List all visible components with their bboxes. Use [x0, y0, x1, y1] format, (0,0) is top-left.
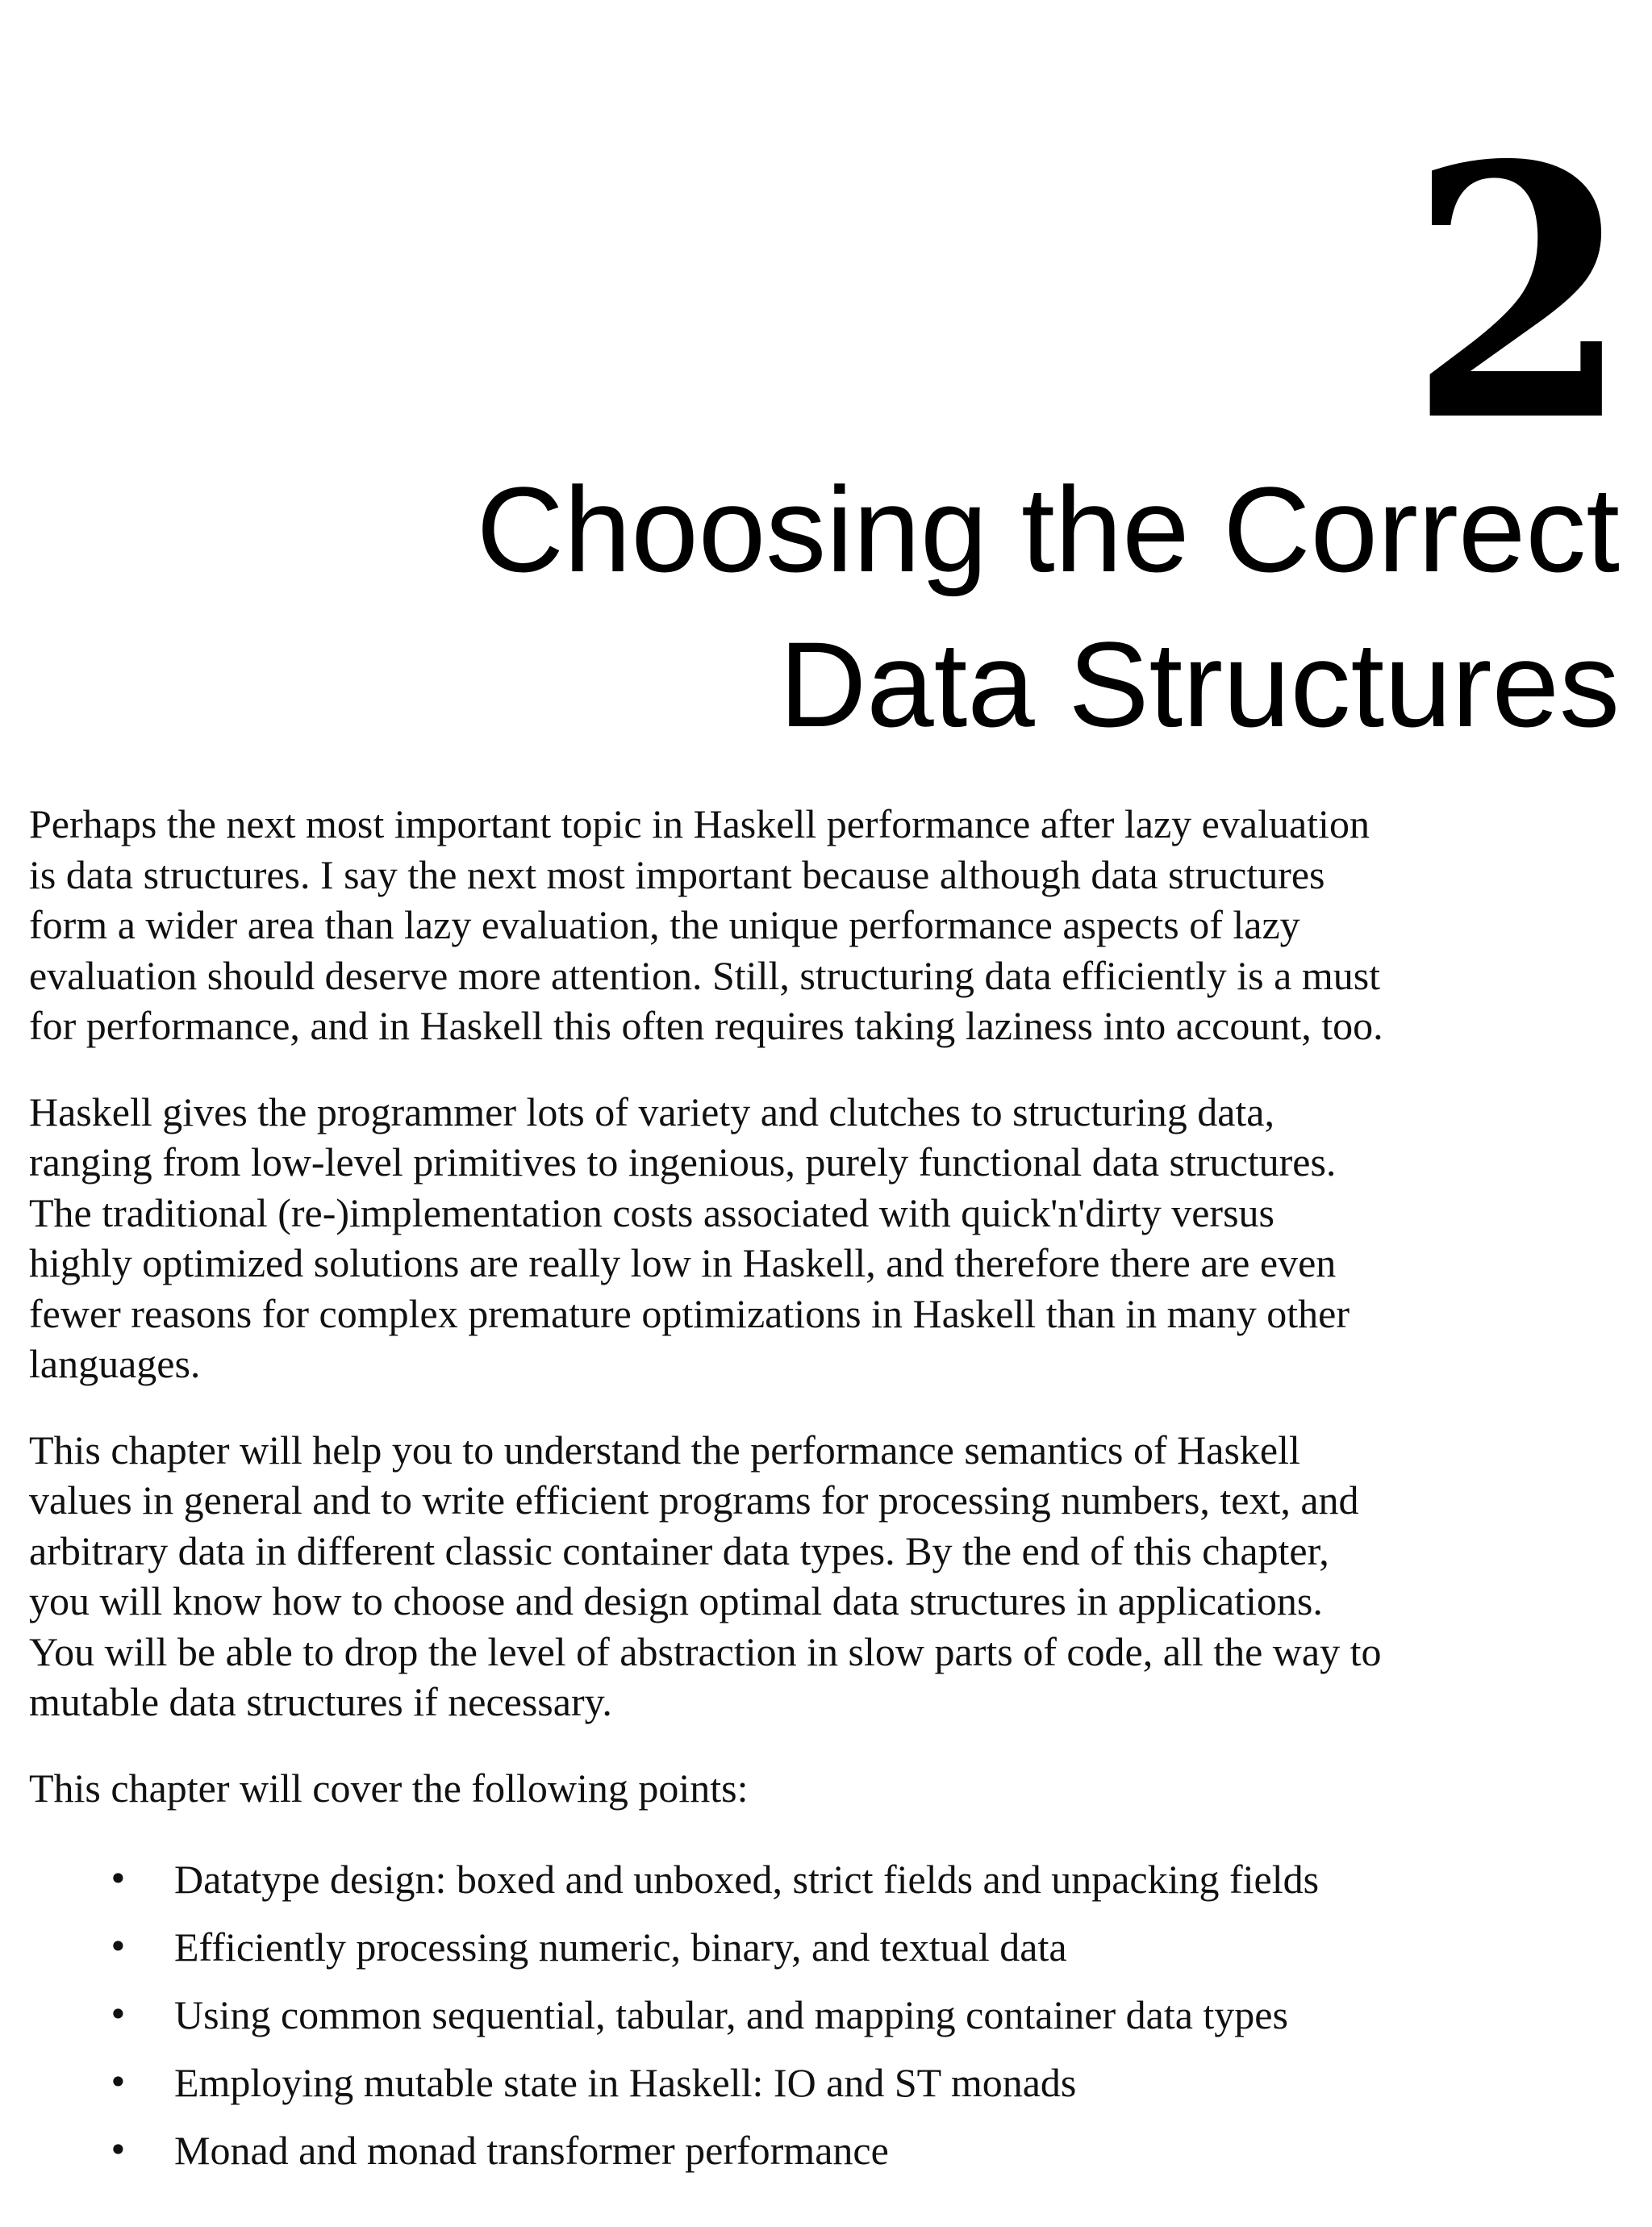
- text-line: highly optimized solutions are really low in Haskell, and therefore there are even: [29, 1240, 1337, 1285]
- text-line: Haskell gives the programmer lots of variety and clutches to structuring data,: [29, 1088, 1274, 1134]
- chapter-title-line: Data Structures: [778, 616, 1620, 752]
- list-item: [29, 2049, 1634, 2116]
- chapter-title-line: Choosing the Correct: [476, 462, 1620, 597]
- bullet-icon: •: [108, 2062, 128, 2102]
- text-line: you will know how to choose and design optimal data structures in applications.: [29, 1578, 1323, 1623]
- text-line: evaluation should deserve more attention. Still, structuring data efficiently is a must: [29, 952, 1381, 998]
- text-line: languages.: [29, 1341, 201, 1386]
- bullet-icon: •: [108, 1995, 128, 2034]
- text-line: You will be able to drop the level of abstraction in slow parts of code, all the way to: [29, 1628, 1382, 1674]
- bullet-icon: •: [108, 1927, 128, 1966]
- chapter-points-list: [29, 1845, 1634, 2184]
- bullet-icon: •: [108, 1859, 128, 1899]
- text-line: The traditional (re-)implementation costs associated with quick'n'dirty versus: [29, 1189, 1274, 1235]
- text-line: ranging from low-level primitives to ingenious, purely functional data structures.: [29, 1139, 1337, 1185]
- list-item: [29, 1981, 1634, 2049]
- list-item-text: Monad and monad transformer performance: [174, 2128, 889, 2173]
- text-line: This chapter will cover the following points:: [29, 1765, 749, 1811]
- text-line: values in general and to write efficient programs for processing numbers, text, and: [29, 1477, 1359, 1523]
- text-line: is data structures. I say the next most important because although data structures: [29, 851, 1325, 897]
- text-line: form a wider area than lazy evaluation, the unique performance aspects of lazy: [29, 902, 1300, 947]
- list-item-text: Employing mutable state in Haskell: IO and ST monads: [174, 2060, 1077, 2105]
- chapter-title: [477, 452, 1620, 762]
- bullet-icon: •: [108, 2130, 128, 2170]
- text-line: fewer reasons for complex premature optimizations in Haskell than in many other: [29, 1290, 1350, 1336]
- text-line: mutable data structures if necessary.: [29, 1679, 612, 1724]
- text-line: arbitrary data in different classic container data types. By the end of this chapter,: [29, 1527, 1329, 1573]
- paragraph-chapter-goals: [29, 1425, 1634, 1728]
- text-line: Perhaps the next most important topic in Haskell performance after lazy evaluation: [29, 801, 1370, 846]
- paragraph-variety: [29, 1087, 1634, 1389]
- paragraph-intro: [29, 799, 1634, 1051]
- list-item-text: Efficiently processing numeric, binary, and textual data: [174, 1924, 1067, 1970]
- chapter-body: [29, 799, 1634, 2184]
- paragraph-cover-intro: [29, 1763, 1634, 1814]
- list-item: [29, 2116, 1634, 2184]
- list-item: [29, 1845, 1634, 1913]
- chapter-number: 2: [1408, 90, 1623, 498]
- text-line: for performance, and in Haskell this often requires taking laziness into account, too.: [29, 1003, 1383, 1048]
- list-item: [29, 1913, 1634, 1981]
- list-item-text: Datatype design: boxed and unboxed, strict fields and unpacking fields: [174, 1857, 1320, 1902]
- list-item-text: Using common sequential, tabular, and mapping container data types: [174, 1992, 1288, 2037]
- text-line: This chapter will help you to understand the performance semantics of Haskell: [29, 1427, 1300, 1473]
